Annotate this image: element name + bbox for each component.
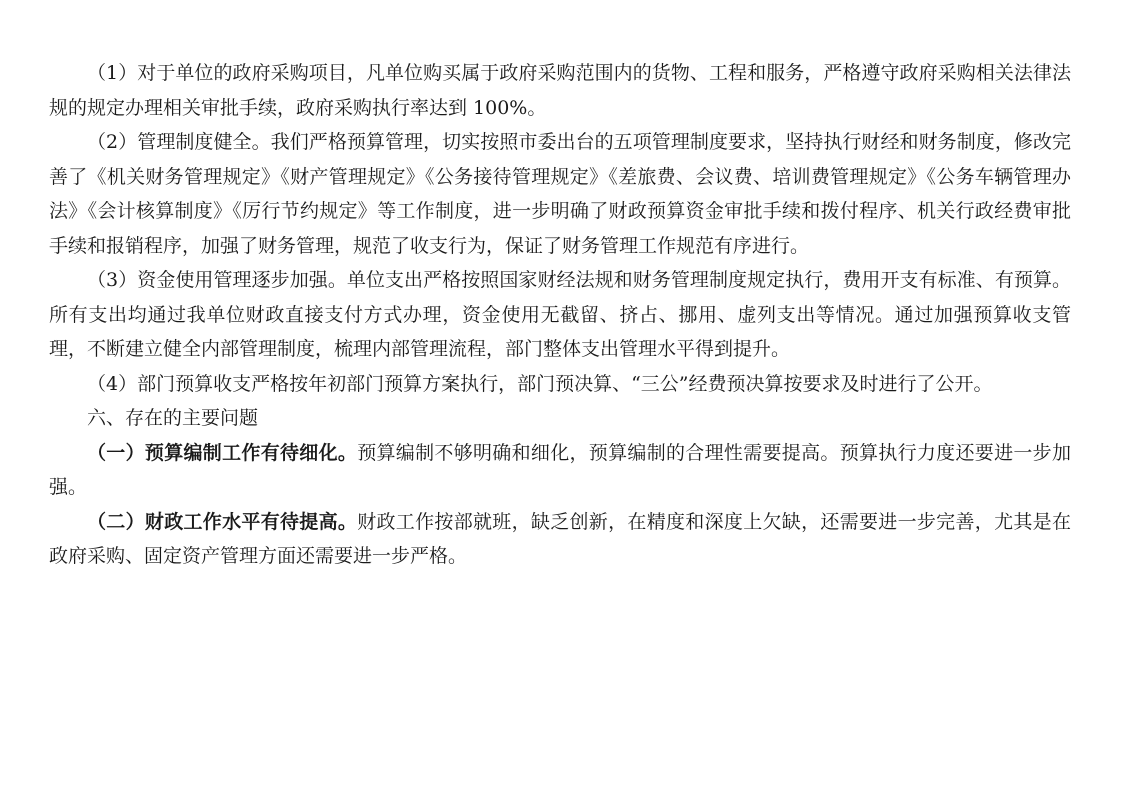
issue-body: 预算编制不够明确和细化，预算编制的合理性需要提高。预算执行力度还要进一步加强。 xyxy=(49,441,1071,498)
issue-budget-compilation xyxy=(49,436,1071,505)
issue-finance-work-level xyxy=(49,505,1071,574)
paragraph-budget-disclosure: （4）部门预算收支严格按年初部门预算方案执行，部门预决算、“三公”经费预决算按要求及时进行了公开。 xyxy=(87,372,993,395)
section-heading-main-problems: 六、存在的主要问题 xyxy=(87,407,259,429)
issue-title: （二）财政工作水平有待提高。 xyxy=(87,510,358,533)
issue-body: 财政工作按部就班，缺乏创新，在精度和深度上欠缺，还需要进一步完善，尤其是在政府采购、固定资产管理方面还需要进一步严格。 xyxy=(49,510,1071,567)
issue-title: （一）预算编制工作有待细化。 xyxy=(87,441,358,464)
document-page xyxy=(49,56,1071,574)
paragraph-management-system: （2）管理制度健全。我们严格预算管理，切实按照市委出台的五项管理制度要求，坚持执行财经和财务制度，修改完善了《机关财务管理规定》《财产管理规定》《公务接待管理规定》《差旅费、会议费、培训费管理规定》《公务车辆管理办法》《会计核算制度》《厉行节约规定》等工作制度，进一步明确了财政预算资金审批手续和拨付程序、机关行政经费审批手续和报销程序，加强了财务管理，规范了收支行为，保证了财务管理工作规范有序进行。 xyxy=(49,131,1071,257)
paragraph-procurement: （1）对于单位的政府采购项目，凡单位购买属于政府采购范围内的货物、工程和服务，严格遵守政府采购相关法律法规的规定办理相关审批手续，政府采购执行率达到 100%。 xyxy=(49,62,1071,119)
paragraph-fund-usage: （3）资金使用管理逐步加强。单位支出严格按照国家财经法规和财务管理制度规定执行，费用开支有标准、有预算。所有支出均通过我单位财政直接支付方式办理，资金使用无截留、挤占、挪用、虚列支出等情况。通过加强预算收支管理，不断建立健全内部管理制度，梳理内部管理流程，部门整体支出管理水平得到提升。 xyxy=(49,269,1071,360)
